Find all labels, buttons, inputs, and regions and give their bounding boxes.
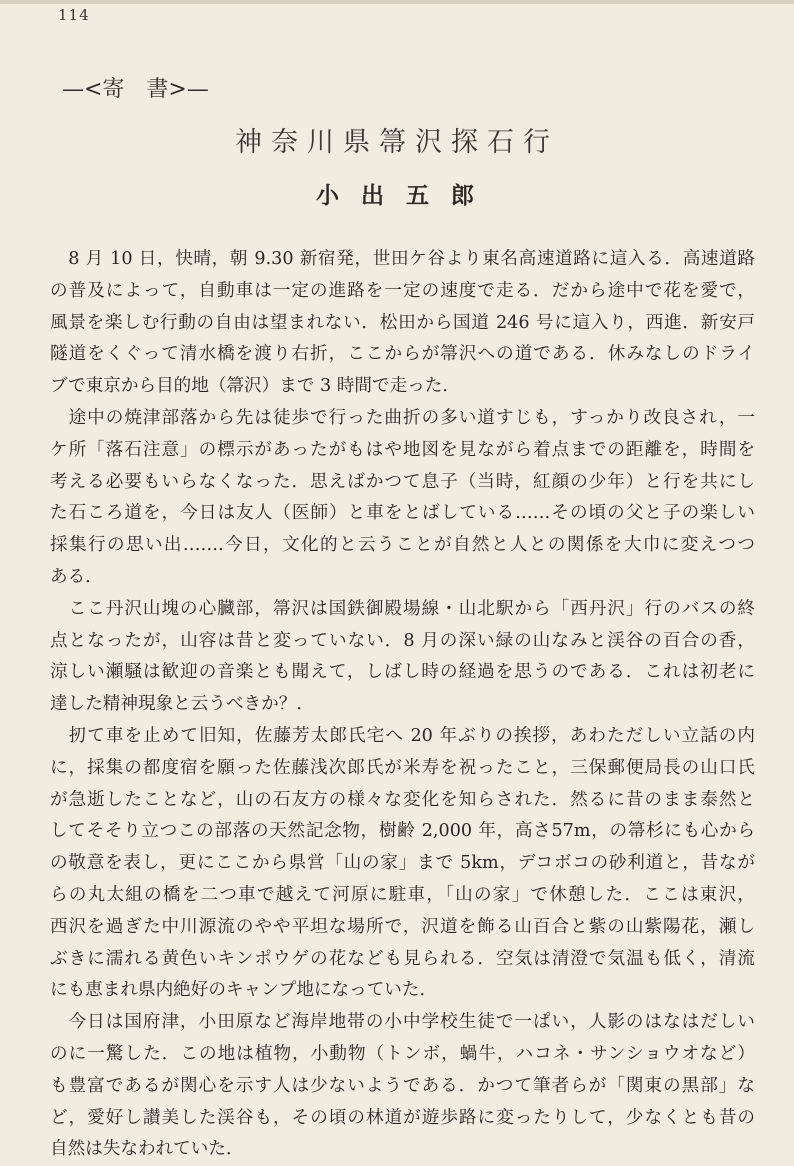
- body-line: 扨て車を止めて旧知，佐藤芳太郎氏宅へ 20 年ぶりの挨拶，あわただしい立話の内: [50, 725, 755, 746]
- body-line: らの丸太組の橋を二つ車で越えて河原に駐車，「山の家」で休憩した．ここは東沢，: [50, 884, 755, 905]
- body-line: ぶきに濡れる黄色いキンポウゲの花なども見られる．空気は清澄で気温も低く，清流: [50, 948, 755, 969]
- page-top-band: [0, 0, 794, 4]
- body-line: 涼しい瀬騒は歓迎の音楽とも聞えて，しばし時の経過を思うのである．これは初老に: [50, 662, 755, 683]
- body-line: のに一驚した．この地は植物，小動物（トンボ，蝸牛，ハコネ・サンショウオなど）: [50, 1043, 755, 1064]
- body-line: に，採集の都度宿を願った佐藤浅次郎氏が米寿を祝ったこと，三保郵便局長の山口氏: [50, 757, 755, 778]
- body-line: 8 月 10 日，快晴，朝 9.30 新宿発，世田ケ谷より東名高速道路に這入る．高速道路: [50, 249, 755, 269]
- body-line: 自然は失なわれていた．: [50, 1139, 244, 1160]
- body-line: ある．: [50, 566, 103, 587]
- body-line: 採集行の思い出…….今日，文化的と云うことが自然と人との関係を大巾に変えつつ: [50, 535, 755, 556]
- section-label: —<寄 書>—: [62, 77, 209, 102]
- body-line: 風景を楽しむ行動の自由は望まれない．松田から国道 246 号に這入り，西進．新安戸: [50, 312, 755, 333]
- body-line: 達した精神現象と云うべきか？．: [50, 694, 314, 715]
- body-line: ケ所「落石注意」の標示があったがもはや地図を見ながら着点までの距離を，時間を: [50, 439, 755, 460]
- author-name: 小出五郎: [316, 182, 496, 209]
- body-line: ど，愛好し讃美した渓谷も，その頃の林道が遊歩路に変ったりして，少なくとも昔の: [50, 1107, 755, 1128]
- body-line: にも恵まれ県内絶好のキャンプ地になっていた．: [50, 980, 438, 1001]
- body-line: が急逝したことなど，山の石友方の様々な変化を知らされた．然るに昔のまま泰然と: [50, 789, 755, 810]
- body-line: た石ころ道を，今日は友人（医師）と車をとばしている……その頃の父と子の楽しい: [50, 503, 755, 524]
- body-line: してそそり立つこの部落の天然記念物，樹齢 2,000 年，高さ57m，の箒杉にも心から: [50, 821, 755, 842]
- body-line: 考える必要もいらなくなった．思えばかつて息子（当時，紅顔の少年）と行を共にし: [50, 471, 755, 492]
- article-title: 神奈川県箒沢探石行: [235, 127, 559, 158]
- body-line: 今日は国府津，小田原など海岸地帯の小中学校生徒で一ぱい，人影のはなはだしい: [50, 1012, 755, 1033]
- body-line: 隧道をくぐって清水橋を渡り右折，ここからが箒沢への道である．休みなしのドライ: [50, 344, 755, 365]
- body-line: も豊富であるが関心を示す人は少ないようである．かつて筆者らが「関東の黒部」な: [50, 1075, 755, 1096]
- body-line: の敬意を表し，更にここから県営「山の家」まで 5km，デコボコの砂利道と，昔なが: [50, 853, 755, 874]
- body-line: 点となったが，山容は昔と変っていない．8 月の深い緑の山なみと渓谷の百合の香，: [50, 630, 755, 651]
- article-body: [50, 244, 755, 1166]
- page-number: 114: [58, 6, 90, 24]
- body-line: の普及によって，自動車は一定の進路を一定の速度で走る．だから途中で花を愛で，: [50, 280, 755, 301]
- body-line: ブで東京から目的地（箒沢）まで 3 時間で走った．: [50, 376, 460, 397]
- body-line: ここ丹沢山塊の心臓部，箒沢は国鉄御殿場線・山北駅から「西丹沢」行のバスの終: [50, 598, 755, 619]
- body-line: 途中の焼津部落から先は徒歩で行った曲折の多い道すじも，すっかり改良され，一: [50, 407, 755, 428]
- body-line: 西沢を過ぎた中川源流のやや平坦な場所で，沢道を飾る山百合と紫の山紫陽花，瀬し: [50, 916, 755, 937]
